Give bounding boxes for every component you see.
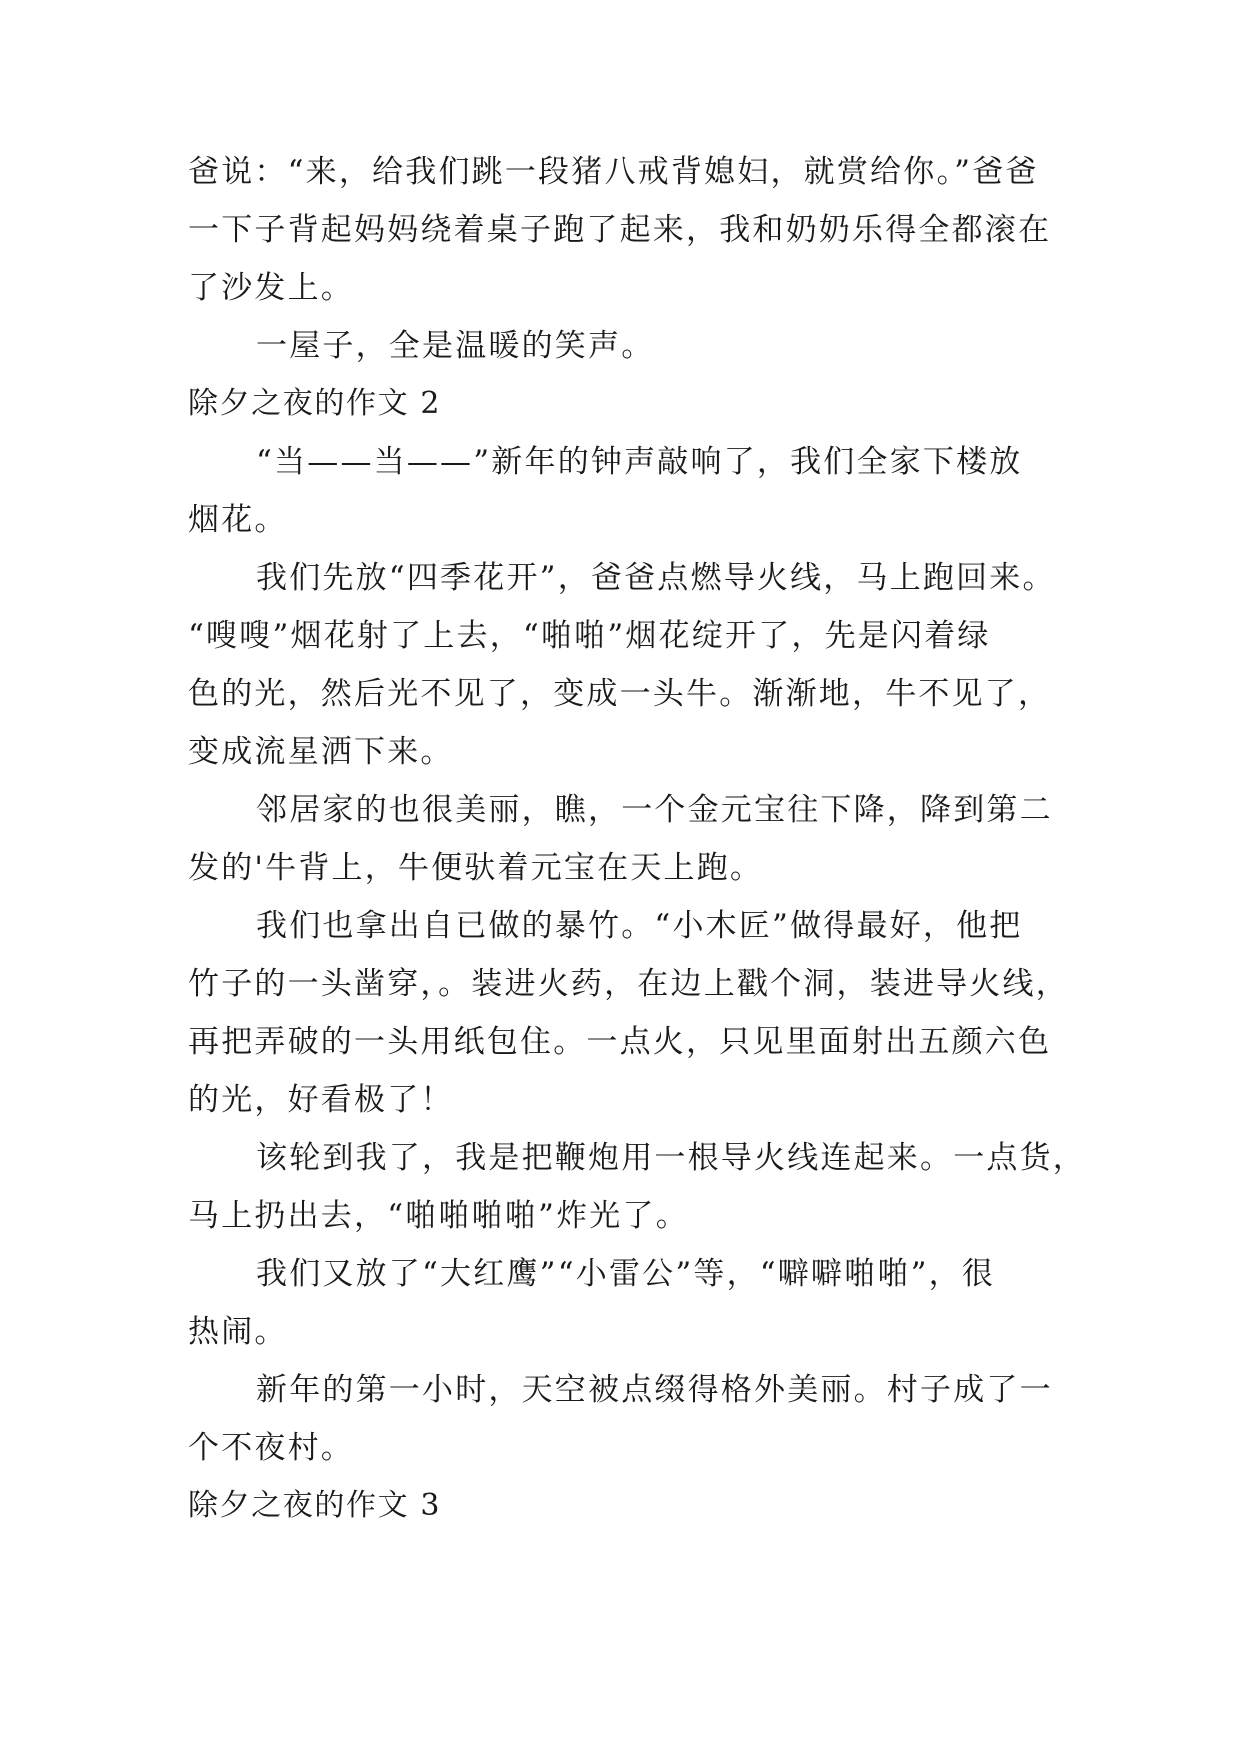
- text-line: 竹子的一头凿穿，。装进火药，在边上戳个洞，装进导火线，: [188, 966, 1069, 1002]
- text-line: 热闹。: [188, 1314, 288, 1350]
- text-line: 我们先放“四季花开”，爸爸点燃导火线，马上跑回来。: [256, 560, 1056, 596]
- text-line: 我们又放了“大红鹰”“小雷公”等，“噼噼啪啪”，很: [256, 1256, 996, 1292]
- text-line: “嗖嗖”烟花射了上去，“啪啪”烟花绽开了，先是闪着绿: [188, 618, 991, 654]
- text-line: 该轮到我了，我是把鞭炮用一根导火线连起来。一点货，: [256, 1140, 1086, 1176]
- text-line: 色的光，然后光不见了，变成一头牛。渐渐地，牛不见了，: [188, 676, 1052, 712]
- section-heading: 除夕之夜的作文 3: [188, 1488, 442, 1523]
- text-line: 的光，好看极了！: [188, 1082, 454, 1118]
- text-line: 烟花。: [188, 502, 288, 538]
- text-line: 个不夜村。: [188, 1430, 354, 1466]
- text-line: 了沙发上。: [188, 270, 354, 306]
- text-line: 变成流星洒下来。: [188, 734, 454, 770]
- text-line: 马上扔出去，“啪啪啪啪”炸光了。: [188, 1198, 689, 1234]
- text-line: 一下子背起妈妈绕着桌子跑了起来，我和奶奶乐得全都滚在: [188, 212, 1052, 248]
- text-line: 邻居家的也很美丽，瞧，一个金元宝往下降，降到第二: [256, 792, 1053, 828]
- text-line: “当——当——”新年的钟声敲响了，我们全家下楼放: [256, 444, 1023, 480]
- text-line: 爸说：“来，给我们跳一段猪八戒背媳妇，就赏给你。”爸爸: [188, 154, 1039, 190]
- text-line: 发的'牛背上，牛便驮着元宝在天上跑。: [188, 850, 764, 886]
- text-line: 一屋子，全是温暖的笑声。: [256, 328, 655, 364]
- section-heading: 除夕之夜的作文 2: [188, 386, 442, 421]
- text-line: 我们也拿出自已做的暴竹。“小木匠”做得最好，他把: [256, 908, 1023, 944]
- text-line: 再把弄破的一头用纸包住。一点火，只见里面射出五颜六色: [188, 1024, 1052, 1060]
- text-line: 新年的第一小时，天空被点缀得格外美丽。村子成了一: [256, 1372, 1053, 1408]
